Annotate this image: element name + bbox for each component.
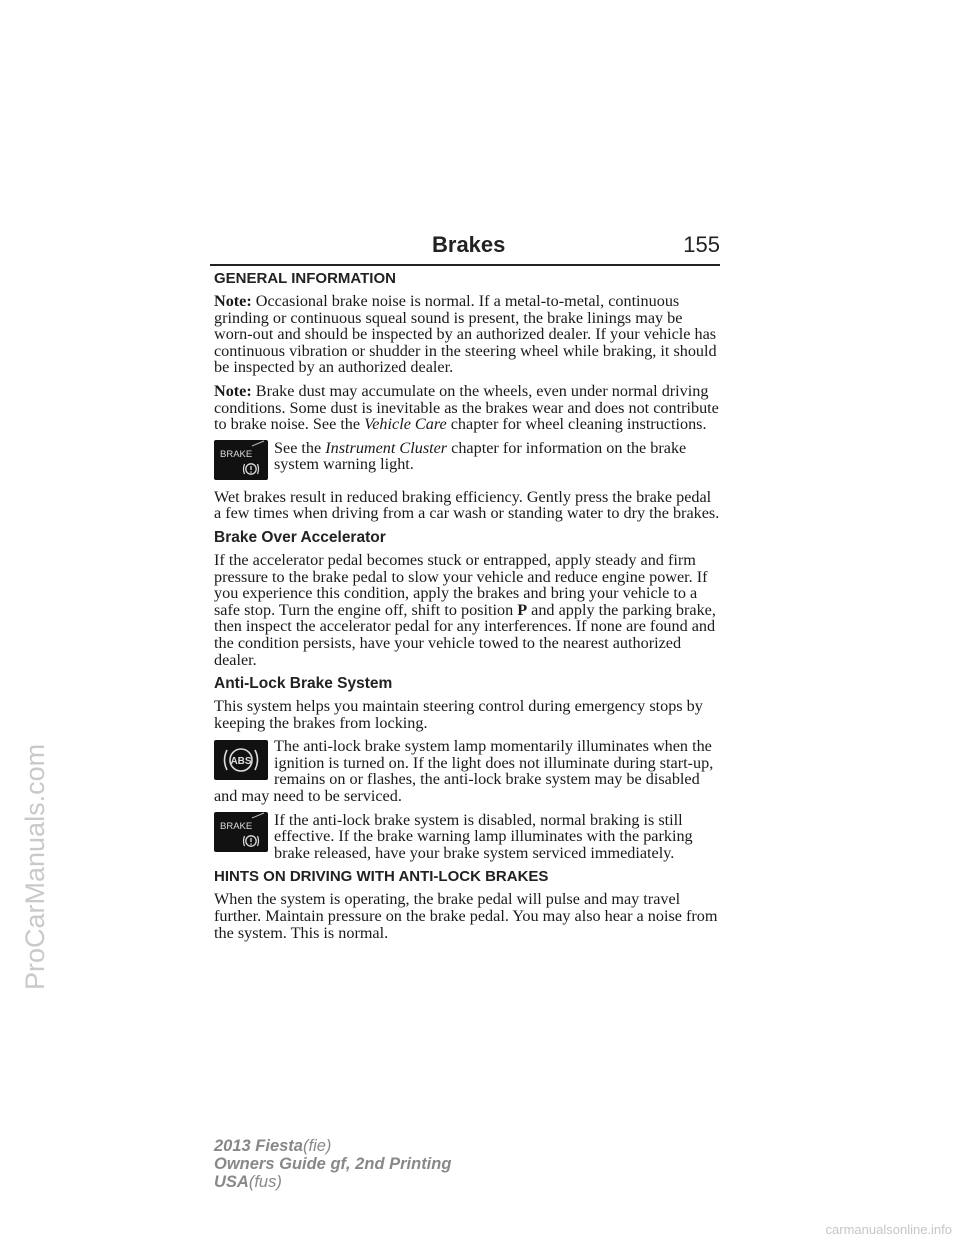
hints-on-driving-heading: HINTS ON DRIVING WITH ANTI-LOCK BRAKES — [214, 868, 549, 886]
note-label: Note: — [214, 292, 252, 310]
brake-warning-light-row — [214, 440, 722, 482]
brake-icon-label: BRAKE — [220, 820, 253, 832]
brake-warning-icon-graphic — [214, 812, 268, 852]
brake-warning-icon-graphic — [214, 440, 268, 480]
note-brake-dust — [214, 383, 722, 433]
abs-lamp-row — [214, 738, 722, 804]
abs-intro-paragraph: This system helps you maintain steering control during emergency stops by keeping the brakes from locking. — [214, 697, 703, 732]
wet-brakes-paragraph: Wet brakes result in reduced braking efficiency. Gently press the brake pedal a few times when driving from a car wash or standing water to dry the brakes. — [214, 487, 720, 523]
brake-warning-icon — [214, 440, 268, 480]
page-number: 155 — [683, 232, 720, 257]
note-text: chapter for wheel cleaning instructions. — [446, 415, 707, 434]
vehicle-care-reference: Vehicle Care — [364, 415, 447, 434]
page-title: Brakes — [432, 232, 506, 257]
abs-lamp-text: The anti-lock brake system lamp momentarily illuminates when the ignition is turned on. If the light does not illuminate during start-up, remains on or flashes, the anti-lock brake system may be disabled and may need to be serviced. — [214, 737, 714, 806]
abs-icon-label: ABS — [230, 756, 252, 768]
page-footer — [214, 1137, 451, 1191]
brake-warning-icon — [214, 812, 268, 852]
brake-over-accelerator-paragraph: If the accelerator pedal becomes stuck or entrapped, apply steady and firm pressure to the brake pedal to slow your vehicle and reduce engine power. If you experience this condition, apply the brakes and bring your vehicle to a safe stop. Turn the engine off, shift to position P and apply the parking brake, then inspect the accelerator pedal for any interferences. If none are found and the condition persists, have your vehicle towed to the nearest authorized dealer. — [214, 550, 716, 669]
note-brake-noise — [214, 293, 722, 376]
page-header — [210, 232, 720, 266]
abs-warning-icon-graphic — [214, 740, 268, 780]
footer-line-guide: Owners Guide gf, 2nd Printing — [214, 1155, 452, 1173]
watermark-text: ProCarManuals.com — [20, 743, 50, 990]
hints-paragraph: When the system is operating, the brake pedal will pulse and may travel further. Maintain pressure on the brake pedal. You may also hear a noise from the system. This is normal. — [214, 890, 718, 942]
site-credit: carmanualsonline.info — [825, 1222, 952, 1237]
note-label: Note: — [214, 381, 252, 400]
note-text: Brake dust may accumulate on the wheels, even under normal driving conditions. Some dust is inevitable as the brakes wear and does not contribute to brake noise. See the — [214, 381, 719, 434]
watermark — [20, 743, 60, 1030]
abs-disabled-row — [214, 812, 722, 862]
brake-warning-light-text: See the Instrument Cluster chapter for information on the brake system warning light. — [274, 438, 687, 474]
page-content — [214, 270, 722, 948]
instrument-cluster-reference: Instrument Cluster — [325, 438, 448, 457]
footer-line-model: 2013 Fiesta(fie) — [214, 1137, 332, 1155]
general-information-heading: GENERAL INFORMATION — [214, 270, 396, 287]
abs-disabled-text: If the anti-lock brake system is disabled, normal braking is still effective. If the brake warning lamp illuminates with the parking brake released, have your brake system serviced immediately. — [274, 810, 693, 862]
anti-lock-brake-system-heading: Anti-Lock Brake System — [214, 675, 393, 693]
park-position-letter: P — [517, 600, 528, 619]
footer-line-market: USA(fus) — [214, 1173, 282, 1191]
note-text: Occasional brake noise is normal. If a metal-to-metal, continuous grinding or continuous squeal sound is present, the brake linings may be worn-out and should be inspected by an authorized dealer. If your vehicle has continuous vibration or shudder in the steering wheel while braking, it should be inspected by an authorized dealer. — [214, 292, 717, 377]
brake-icon-label: BRAKE — [220, 448, 253, 460]
brake-over-accelerator-heading: Brake Over Accelerator — [214, 528, 386, 546]
abs-warning-icon — [214, 740, 268, 780]
